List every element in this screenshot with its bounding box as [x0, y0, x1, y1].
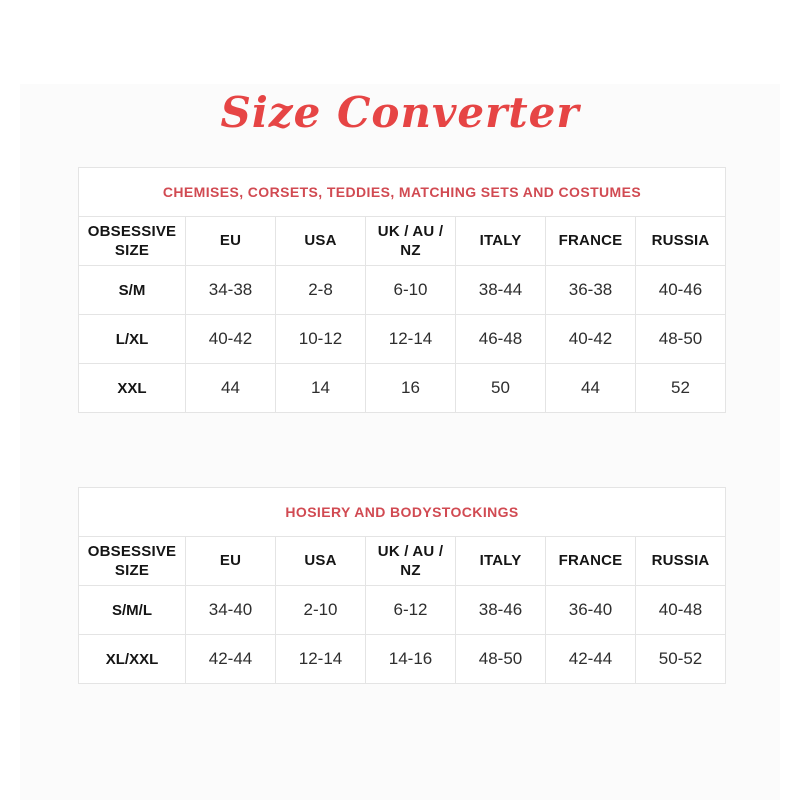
hosiery-size-table-section: [78, 487, 725, 684]
size-value: 10-12: [276, 315, 366, 364]
size-value: 40-46: [636, 266, 726, 315]
size-value: 12-14: [276, 635, 366, 684]
size-value: 36-40: [546, 586, 636, 635]
column-header-usa: USA: [276, 537, 366, 586]
size-value: 38-44: [456, 266, 546, 315]
table-header-row: [79, 217, 726, 266]
table-row: [79, 364, 726, 413]
hosiery-size-table: [78, 487, 726, 684]
size-label: XXL: [79, 364, 186, 413]
size-value: 12-14: [366, 315, 456, 364]
chemises-size-table: [78, 167, 726, 413]
table-title-row: [79, 168, 726, 217]
size-value: 40-42: [186, 315, 276, 364]
size-value: 6-10: [366, 266, 456, 315]
column-header-italy: ITALY: [456, 217, 546, 266]
size-label: L/XL: [79, 315, 186, 364]
table-row: [79, 635, 726, 684]
size-value: 44: [546, 364, 636, 413]
table-row: [79, 315, 726, 364]
size-value: 52: [636, 364, 726, 413]
column-header-france: FRANCE: [546, 537, 636, 586]
column-header-uk-au-nz: UK / AU / NZ: [366, 217, 456, 266]
size-value: 44: [186, 364, 276, 413]
column-header-france: FRANCE: [546, 217, 636, 266]
size-label: S/M: [79, 266, 186, 315]
table-title: HOSIERY AND BODYSTOCKINGS: [79, 488, 726, 537]
column-header-obsessive-size: OBSESSIVE SIZE: [79, 217, 186, 266]
column-header-uk-au-nz: UK / AU / NZ: [366, 537, 456, 586]
size-value: 46-48: [456, 315, 546, 364]
size-value: 42-44: [186, 635, 276, 684]
size-value: 40-48: [636, 586, 726, 635]
column-header-eu: EU: [186, 217, 276, 266]
page-title: Size Converter: [220, 88, 580, 137]
size-value: 6-12: [366, 586, 456, 635]
size-value: 40-42: [546, 315, 636, 364]
table-title: CHEMISES, CORSETS, TEDDIES, MATCHING SETS AND COSTUMES: [79, 168, 726, 217]
size-value: 42-44: [546, 635, 636, 684]
column-header-usa: USA: [276, 217, 366, 266]
size-value: 14: [276, 364, 366, 413]
size-value: 2-10: [276, 586, 366, 635]
column-header-italy: ITALY: [456, 537, 546, 586]
table-title-row: [79, 488, 726, 537]
chemises-size-table-section: [78, 167, 725, 413]
size-value: 34-38: [186, 266, 276, 315]
size-label: S/M/L: [79, 586, 186, 635]
size-value: 2-8: [276, 266, 366, 315]
size-value: 48-50: [456, 635, 546, 684]
column-header-russia: RUSSIA: [636, 537, 726, 586]
size-value: 16: [366, 364, 456, 413]
size-value: 38-46: [456, 586, 546, 635]
size-value: 48-50: [636, 315, 726, 364]
size-value: 14-16: [366, 635, 456, 684]
size-value: 50: [456, 364, 546, 413]
size-value: 34-40: [186, 586, 276, 635]
size-label: XL/XXL: [79, 635, 186, 684]
table-row: [79, 266, 726, 315]
column-header-eu: EU: [186, 537, 276, 586]
column-header-obsessive-size: OBSESSIVE SIZE: [79, 537, 186, 586]
size-value: 50-52: [636, 635, 726, 684]
table-header-row: [79, 537, 726, 586]
size-value: 36-38: [546, 266, 636, 315]
column-header-russia: RUSSIA: [636, 217, 726, 266]
table-row: [79, 586, 726, 635]
